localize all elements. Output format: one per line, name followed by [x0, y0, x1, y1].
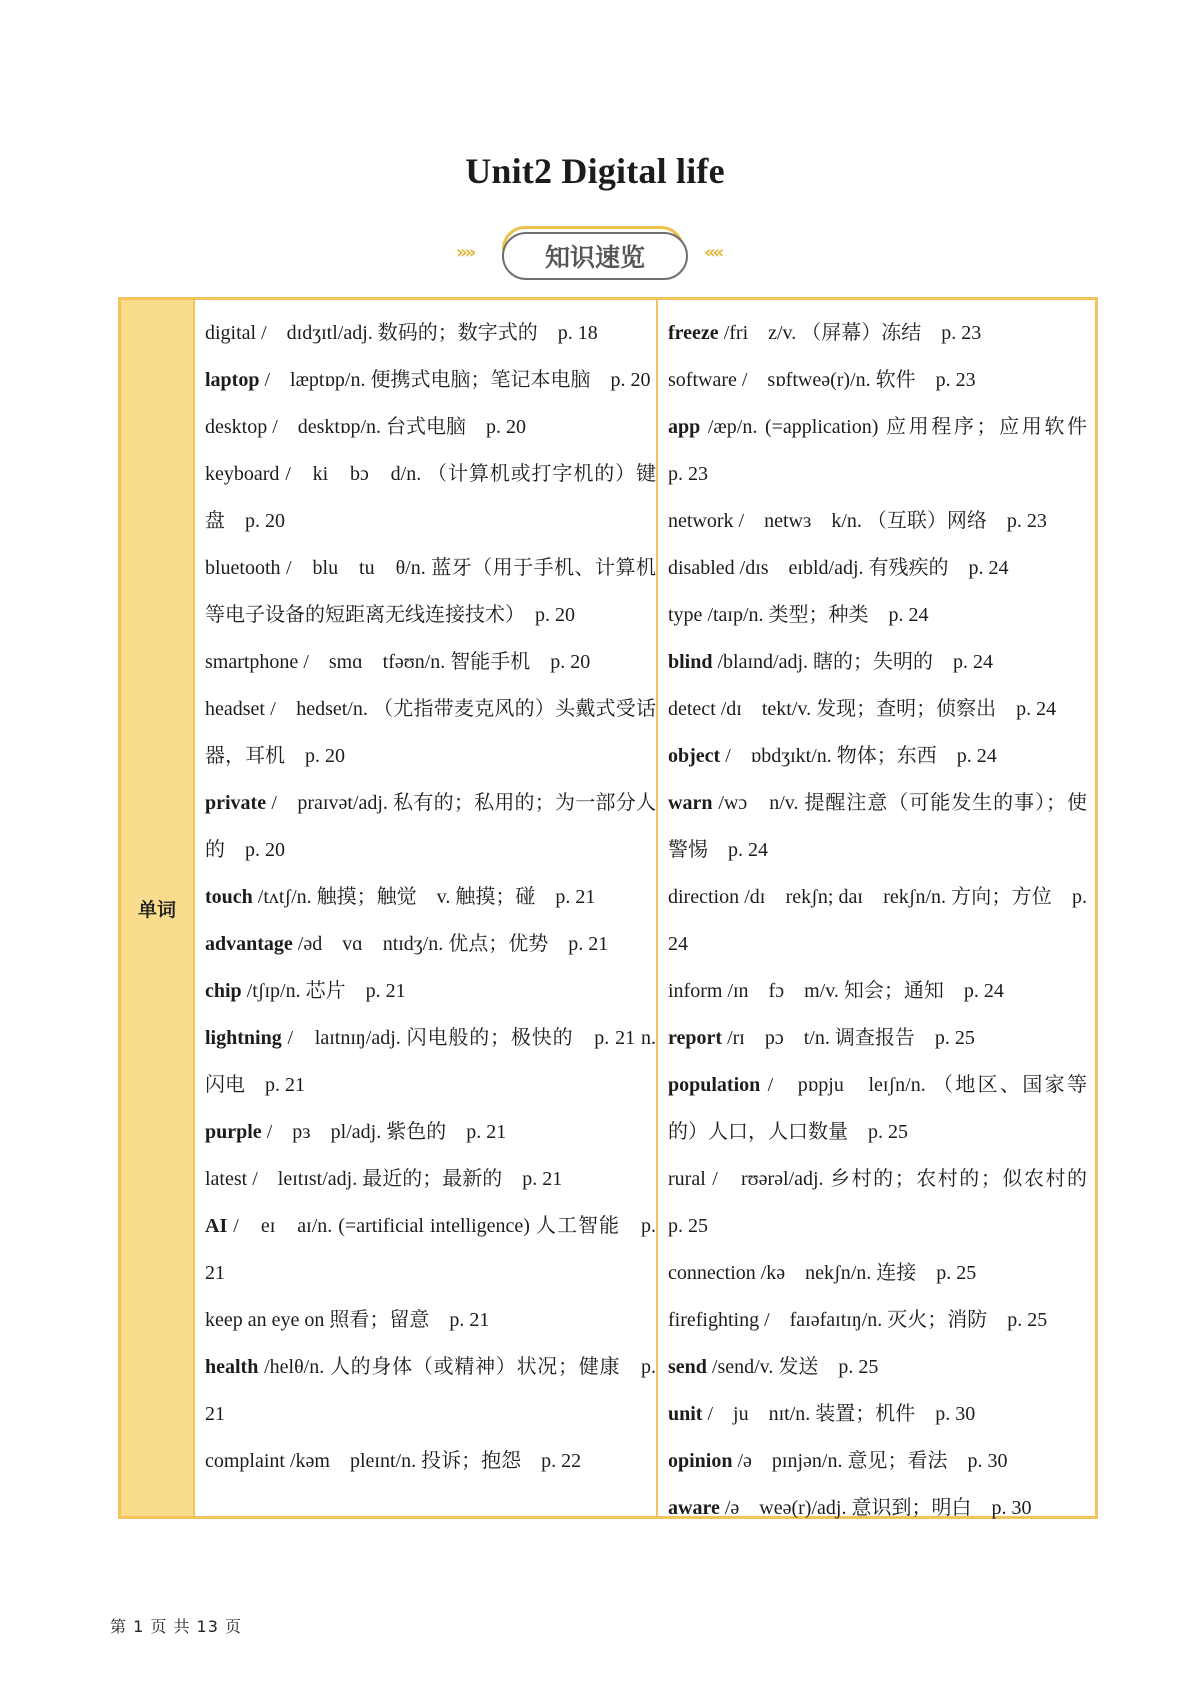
double-chevron-left-icon: ««	[704, 242, 722, 263]
vocab-definition: /æp/n. (=application) 应用程序；应用软件 p. 23	[668, 416, 1107, 485]
vocab-word: disabled	[668, 557, 735, 579]
vocab-entry	[668, 1015, 1087, 1062]
vocab-entry	[205, 1156, 656, 1203]
vocab-definition: / pɒpju leɪʃn/n. （地区、国家等的）人口，人口数量 p. 25	[668, 1074, 1087, 1143]
vocab-entry	[668, 1344, 1087, 1391]
vocab-definition: /fri z/v. （屏幕）冻结 p. 23	[718, 322, 982, 344]
vocab-word: keep an eye on	[205, 1309, 325, 1331]
vocab-entry	[205, 1297, 656, 1344]
vocab-entry	[668, 686, 1087, 733]
vocab-definition: /taɪp/n. 类型；种类 p. 24	[702, 604, 929, 626]
page-title: Unit2 Digital life	[465, 151, 725, 191]
vocab-definition: /əd vɑ ntɪdʒ/n. 优点；优势 p. 21	[292, 933, 609, 955]
vocab-entry	[205, 921, 656, 968]
vocab-definition: /kəm pleɪnt/n. 投诉；抱怨 p. 22	[284, 1450, 582, 1472]
vocab-definition: /kə nekʃn/n. 连接 p. 25	[755, 1262, 977, 1284]
vocab-word: purple	[205, 1121, 262, 1143]
vocab-word: population	[668, 1074, 761, 1096]
vocab-entry	[668, 1156, 1107, 1250]
vocab-entry	[205, 1203, 656, 1297]
vocab-entry	[668, 1297, 1087, 1344]
vocab-definition: / læptɒp/n. 便携式电脑；笔记本电脑 p. 20	[259, 369, 651, 391]
vocab-entry	[205, 451, 656, 545]
vocab-word: touch	[205, 886, 253, 908]
vocab-word: health	[205, 1356, 259, 1378]
vocab-word: digital	[205, 322, 257, 344]
vocab-definition: /rɪ pɔ t/n. 调查报告 p. 25	[722, 1027, 975, 1049]
vocab-definition: / ki bɔ d/n. （计算机或打字机的）键盘 p. 20	[205, 463, 656, 532]
vocab-entry	[205, 639, 656, 686]
vocab-definition: / pɜ pl/adj. 紫色的 p. 21	[261, 1121, 507, 1143]
vocab-word: laptop	[205, 369, 260, 391]
vocab-definition: / hedset/n. （尤指带麦克风的）头戴式受话器，耳机 p. 20	[205, 698, 656, 767]
vocab-definition: /blaɪnd/adj. 瞎的；失明的 p. 24	[712, 651, 994, 673]
vocab-word: type	[668, 604, 703, 626]
vocab-entry	[205, 686, 656, 780]
vocab-word: freeze	[668, 322, 719, 344]
vocab-word: opinion	[668, 1450, 733, 1472]
vocab-entry	[668, 1485, 1087, 1532]
vocab-entry	[668, 404, 1107, 498]
double-chevron-right-icon: »»	[456, 242, 474, 263]
vocab-definition: /ɪn fɔ m/v. 知会；通知 p. 24	[722, 980, 1004, 1002]
vocab-word: connection	[668, 1262, 756, 1284]
vocab-definition: /send/v. 发送 p. 25	[706, 1356, 879, 1378]
vocab-entry	[668, 1391, 1087, 1438]
vocab-definition: / praɪvət/adj. 私有的；私用的；为一部分人的 p. 20	[205, 792, 656, 861]
page-footer: 第 1 页 共 13 页	[110, 1617, 242, 1636]
vocab-entry	[205, 874, 656, 921]
vocab-word: private	[205, 792, 267, 814]
vocab-definition: / desktɒp/n. 台式电脑 p. 20	[267, 416, 527, 438]
vocab-entry	[668, 968, 1087, 1015]
banner-pill: 知识速览	[502, 232, 688, 280]
vocab-definition: /dɪs eɪbld/adj. 有残疾的 p. 24	[734, 557, 1009, 579]
vocab-definition: /tʌtʃ/n. 触摸；触觉 v. 触摸；碰 p. 21	[252, 886, 596, 908]
vocab-definition: /dɪ tekt/v. 发现；查明；侦察出 p. 24	[715, 698, 1057, 720]
vocab-entry	[668, 357, 1087, 404]
vocab-word: object	[668, 745, 721, 767]
vocab-word: software	[668, 369, 737, 391]
vocab-word: direction	[668, 886, 740, 908]
vocab-definition: / leɪtɪst/adj. 最近的；最新的 p. 21	[247, 1168, 563, 1190]
vocab-entry	[205, 1438, 656, 1485]
vocab-word: aware	[668, 1497, 720, 1519]
vocab-entry	[668, 1438, 1087, 1485]
vocab-entry	[205, 357, 656, 404]
vocab-word: network	[668, 510, 734, 532]
vocab-entry	[205, 780, 656, 874]
vocab-definition: / ju nɪt/n. 装置；机件 p. 30	[702, 1403, 976, 1425]
vocab-word: desktop	[205, 416, 268, 438]
vocab-entry	[205, 545, 656, 639]
vocab-word: send	[668, 1356, 707, 1378]
vocab-word: AI	[205, 1215, 228, 1237]
vocab-word: latest	[205, 1168, 248, 1190]
vocab-word: detect	[668, 698, 716, 720]
vocab-definition: / netwɜ k/n. （互联）网络 p. 23	[733, 510, 1047, 532]
vocab-word: firefighting	[668, 1309, 760, 1331]
vocab-entry	[668, 780, 1087, 874]
vocab-entry	[205, 1344, 656, 1438]
vocab-definition: /dɪ rekʃn; daɪ rekʃn/n. 方向；方位 p. 24	[668, 886, 1087, 955]
vocab-definition: / ɒbdʒɪkt/n. 物体；东西 p. 24	[720, 745, 997, 767]
section-banner	[0, 222, 1190, 282]
vocab-entry	[668, 639, 1087, 686]
vocab-word: chip	[205, 980, 242, 1002]
vocab-entry	[205, 1015, 656, 1109]
vocab-entry	[668, 310, 1087, 357]
vocab-entry	[668, 874, 1087, 968]
section-label: 单词	[121, 300, 195, 1516]
vocab-definition: 照看；留意 p. 21	[324, 1309, 490, 1331]
vocab-entry	[668, 545, 1087, 592]
vocab-word: inform	[668, 980, 723, 1002]
vocab-word: advantage	[205, 933, 293, 955]
vocab-entry	[205, 1109, 656, 1156]
vocab-word: lightning	[205, 1027, 282, 1049]
vocab-definition: /ə weə(r)/adj. 意识到；明白 p. 30	[719, 1497, 1032, 1519]
vocab-word: bluetooth	[205, 557, 281, 579]
vocab-word: app	[668, 416, 701, 438]
vocabulary-table	[118, 297, 1107, 1519]
vocab-definition: / laɪtnɪŋ/adj. 闪电般的；极快的 p. 21 n. 闪电 p. 21	[205, 1027, 656, 1096]
vocab-word: blind	[668, 651, 713, 673]
vocab-definition: /tʃɪp/n. 芯片 p. 21	[241, 980, 406, 1002]
vocab-word: keyboard	[205, 463, 280, 485]
vocab-entry	[668, 1062, 1087, 1156]
vocab-word: rural	[668, 1168, 706, 1190]
vocab-entry	[668, 498, 1087, 545]
vocab-definition: /ə pɪnjən/n. 意见；看法 p. 30	[732, 1450, 1008, 1472]
vocab-definition: / dɪdʒɪtl/adj. 数码的；数字式的 p. 18	[256, 322, 598, 344]
vocab-word: unit	[668, 1403, 703, 1425]
vocab-word: smartphone	[205, 651, 299, 673]
vocab-entry	[205, 310, 656, 357]
vocab-word: report	[668, 1027, 723, 1049]
vocab-definition: /wɔ n/v. 提醒注意（可能发生的事）；使警惕 p. 24	[668, 792, 1087, 861]
vocab-entry	[205, 968, 656, 1015]
vocab-definition: / blu tu θ/n. 蓝牙（用于手机、计算机等电子设备的短距离无线连接技术） p. 20	[205, 557, 656, 626]
vocab-word: complaint	[205, 1450, 285, 1472]
vocab-definition: / faɪəfaɪtɪŋ/n. 灭火；消防 p. 25	[759, 1309, 1048, 1331]
vocab-entry	[668, 1250, 1087, 1297]
vocab-definition: / smɑ tfəʊn/n. 智能手机 p. 20	[298, 651, 591, 673]
vocab-word: warn	[668, 792, 713, 814]
vocab-entry	[668, 592, 1087, 639]
vocab-definition: / sɒftweə(r)/n. 软件 p. 23	[736, 369, 976, 391]
vocab-column-left	[195, 300, 658, 1516]
vocab-entry	[205, 404, 656, 451]
vocab-column-right	[658, 300, 1107, 1519]
vocab-definition: /helθ/n. 人的身体（或精神）状况；健康 p. 21	[205, 1356, 656, 1425]
vocab-entry	[668, 733, 1087, 780]
vocab-word: headset	[205, 698, 265, 720]
vocab-definition: / rʊərəl/adj. 乡村的；农村的；似农村的 p. 25	[668, 1168, 1107, 1237]
vocab-definition: / eɪ aɪ/n. (=artificial intelligence) 人工智能 p. 21	[205, 1215, 656, 1284]
